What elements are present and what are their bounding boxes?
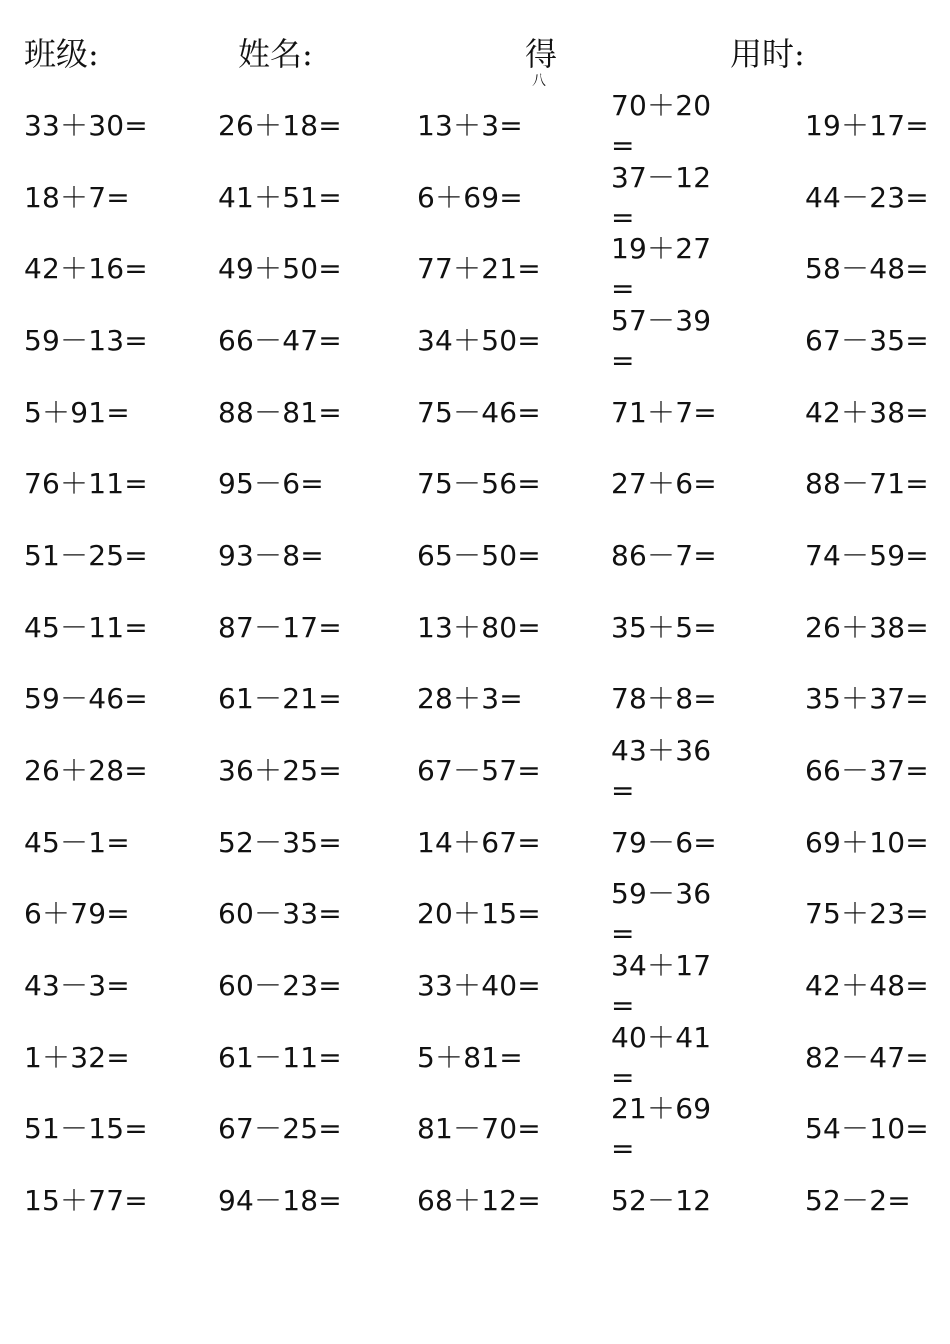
problem-grid xyxy=(0,90,950,1237)
problem-text: 67－35= xyxy=(805,323,929,357)
problem-text: 43＋36= xyxy=(611,734,712,808)
problem-text: 20＋15= xyxy=(417,897,541,931)
problem-cell xyxy=(805,950,929,1022)
problem-text: 19＋27= xyxy=(611,232,712,306)
problem-text: 6＋69= xyxy=(417,180,523,214)
problem-cell xyxy=(24,520,148,592)
problem-cell xyxy=(805,879,929,951)
problem-cell xyxy=(805,90,929,162)
problem-text: 49＋50= xyxy=(218,252,342,286)
problem-cell xyxy=(24,1165,148,1237)
problem-cell xyxy=(417,1094,541,1166)
problem-text: 65－50= xyxy=(417,538,541,572)
problem-text: 14＋67= xyxy=(417,825,541,859)
problem-cell xyxy=(24,592,148,664)
problem-cell xyxy=(805,592,929,664)
problem-cell xyxy=(417,162,523,234)
problem-text: 70＋20= xyxy=(611,88,712,162)
problem-text: 68＋12= xyxy=(417,1184,541,1218)
problem-cell xyxy=(611,879,751,951)
time-label: 用时: xyxy=(730,35,805,73)
problem-text: 69＋10= xyxy=(805,825,929,859)
problem-text: 66－47= xyxy=(218,323,342,357)
problem-text: 51－15= xyxy=(24,1112,148,1146)
problem-cell xyxy=(611,305,751,377)
problem-text: 78＋8= xyxy=(611,682,717,716)
problem-cell xyxy=(24,233,148,305)
problem-cell xyxy=(417,735,541,807)
problem-text: 79－6= xyxy=(611,825,717,859)
problem-cell xyxy=(24,377,130,449)
problem-row xyxy=(0,305,950,377)
problem-row xyxy=(0,377,950,449)
problem-cell xyxy=(218,233,342,305)
problem-text: 86－7= xyxy=(611,538,717,572)
problem-cell xyxy=(805,162,929,234)
problem-cell xyxy=(611,807,751,879)
problem-cell xyxy=(611,90,751,162)
problem-cell xyxy=(417,520,541,592)
problem-row xyxy=(0,950,950,1022)
problem-text: 59－13= xyxy=(24,323,148,357)
problem-cell xyxy=(611,1094,751,1166)
problem-cell xyxy=(417,90,523,162)
class-label: 班级: xyxy=(24,35,99,73)
problem-row xyxy=(0,1094,950,1166)
problem-cell xyxy=(805,1094,929,1166)
problem-cell xyxy=(805,807,929,879)
problem-text: 45－11= xyxy=(24,610,148,644)
problem-text: 71＋7= xyxy=(611,395,717,429)
problem-text: 34＋17= xyxy=(611,949,712,1023)
problem-text: 36＋25= xyxy=(218,754,342,788)
problem-text: 67－25= xyxy=(218,1112,342,1146)
problem-row xyxy=(0,448,950,520)
problem-row xyxy=(0,807,950,879)
problem-text: 88－81= xyxy=(218,395,342,429)
problem-row xyxy=(0,1165,950,1237)
problem-text: 60－33= xyxy=(218,897,342,931)
problem-cell xyxy=(24,305,148,377)
problem-row xyxy=(0,1022,950,1094)
problem-text: 58－48= xyxy=(805,252,929,286)
problem-cell xyxy=(24,162,130,234)
problem-cell xyxy=(611,162,751,234)
problem-text: 5＋81= xyxy=(417,1040,523,1074)
problem-cell xyxy=(218,90,342,162)
problem-cell xyxy=(417,233,541,305)
problem-cell xyxy=(611,664,751,736)
problem-text: 13＋80= xyxy=(417,610,541,644)
problem-text: 27＋6= xyxy=(611,467,717,501)
problem-text: 45－1= xyxy=(24,825,130,859)
problem-text: 13＋3= xyxy=(417,108,523,142)
problem-cell xyxy=(805,664,929,736)
problem-text: 5＋91= xyxy=(24,395,130,429)
problem-cell xyxy=(611,592,751,664)
problem-text: 52－35= xyxy=(218,825,342,859)
problem-text: 88－71= xyxy=(805,467,929,501)
problem-text: 6＋79= xyxy=(24,897,130,931)
problem-cell xyxy=(611,735,751,807)
problem-cell xyxy=(611,233,751,305)
problem-cell xyxy=(218,305,342,377)
problem-text: 19＋17= xyxy=(805,108,929,142)
problem-cell xyxy=(24,950,130,1022)
problem-cell xyxy=(417,879,541,951)
problem-cell xyxy=(24,735,148,807)
problem-cell xyxy=(611,520,751,592)
problem-cell xyxy=(218,592,342,664)
problem-cell xyxy=(417,1165,541,1237)
problem-cell xyxy=(805,520,929,592)
problem-cell xyxy=(218,735,342,807)
name-label: 姓名: xyxy=(238,35,313,73)
problem-text: 52－12 xyxy=(611,1184,712,1218)
problem-cell xyxy=(805,377,929,449)
problem-cell xyxy=(218,377,342,449)
problem-text: 52－2= xyxy=(805,1184,911,1218)
problem-cell xyxy=(218,1094,342,1166)
problem-row xyxy=(0,162,950,234)
problem-cell xyxy=(611,1165,751,1237)
problem-text: 66－37= xyxy=(805,754,929,788)
problem-text: 42＋16= xyxy=(24,252,148,286)
problem-cell xyxy=(218,950,342,1022)
problem-text: 37－12= xyxy=(611,160,712,234)
problem-cell xyxy=(24,90,148,162)
problem-row xyxy=(0,735,950,807)
problem-cell xyxy=(611,448,751,520)
problem-cell xyxy=(611,377,751,449)
problem-text: 75－46= xyxy=(417,395,541,429)
problem-cell xyxy=(805,305,929,377)
problem-text: 21＋69= xyxy=(611,1092,712,1166)
problem-text: 74－59= xyxy=(805,538,929,572)
problem-text: 59－36= xyxy=(611,877,712,951)
problem-row xyxy=(0,592,950,664)
problem-text: 95－6= xyxy=(218,467,324,501)
problem-cell xyxy=(805,735,929,807)
problem-text: 41＋51= xyxy=(218,180,342,214)
problem-text: 15＋77= xyxy=(24,1184,148,1218)
problem-text: 33＋30= xyxy=(24,108,148,142)
problem-text: 57－39= xyxy=(611,303,712,377)
problem-text: 33＋40= xyxy=(417,969,541,1003)
problem-row xyxy=(0,879,950,951)
problem-row xyxy=(0,233,950,305)
problem-cell xyxy=(24,1022,130,1094)
problem-cell xyxy=(805,1165,911,1237)
problem-cell xyxy=(218,1165,342,1237)
problem-text: 43－3= xyxy=(24,969,130,1003)
problem-text: 26＋38= xyxy=(805,610,929,644)
score-label: 得 xyxy=(525,35,558,73)
problem-cell xyxy=(24,879,130,951)
problem-cell xyxy=(417,1022,523,1094)
problem-text: 40＋41= xyxy=(611,1020,712,1094)
problem-text: 75－56= xyxy=(417,467,541,501)
problem-text: 28＋3= xyxy=(417,682,523,716)
problem-cell xyxy=(24,448,148,520)
problem-text: 93－8= xyxy=(218,538,324,572)
problem-text: 51－25= xyxy=(24,538,148,572)
problem-cell xyxy=(218,664,342,736)
problem-cell xyxy=(24,807,130,879)
problem-text: 42＋48= xyxy=(805,969,929,1003)
problem-cell xyxy=(218,1022,342,1094)
problem-text: 61－21= xyxy=(218,682,342,716)
problem-text: 35＋5= xyxy=(611,610,717,644)
problem-cell xyxy=(24,1094,148,1166)
problem-cell xyxy=(805,1022,929,1094)
problem-row xyxy=(0,664,950,736)
problem-cell xyxy=(218,520,324,592)
score-label-cutoff: 八 xyxy=(532,73,546,89)
problem-text: 76＋11= xyxy=(24,467,148,501)
problem-cell xyxy=(24,664,148,736)
problem-text: 26＋28= xyxy=(24,754,148,788)
problem-cell xyxy=(417,592,541,664)
problem-text: 75＋23= xyxy=(805,897,929,931)
problem-text: 44－23= xyxy=(805,180,929,214)
worksheet-header xyxy=(0,32,950,82)
problem-text: 61－11= xyxy=(218,1040,342,1074)
problem-cell xyxy=(611,1022,751,1094)
problem-text: 54－10= xyxy=(805,1112,929,1146)
problem-cell xyxy=(218,879,342,951)
problem-text: 26＋18= xyxy=(218,108,342,142)
problem-text: 87－17= xyxy=(218,610,342,644)
problem-cell xyxy=(218,448,324,520)
problem-cell xyxy=(417,664,523,736)
problem-cell xyxy=(417,950,541,1022)
problem-cell xyxy=(805,233,929,305)
problem-cell xyxy=(417,807,541,879)
problem-cell xyxy=(417,448,541,520)
problem-text: 81－70= xyxy=(417,1112,541,1146)
problem-text: 18＋7= xyxy=(24,180,130,214)
problem-text: 42＋38= xyxy=(805,395,929,429)
problem-text: 35＋37= xyxy=(805,682,929,716)
problem-text: 60－23= xyxy=(218,969,342,1003)
problem-row xyxy=(0,90,950,162)
problem-text: 67－57= xyxy=(417,754,541,788)
problem-text: 94－18= xyxy=(218,1184,342,1218)
problem-text: 77＋21= xyxy=(417,252,541,286)
problem-text: 34＋50= xyxy=(417,323,541,357)
problem-text: 59－46= xyxy=(24,682,148,716)
problem-text: 82－47= xyxy=(805,1040,929,1074)
problem-cell xyxy=(611,950,751,1022)
problem-cell xyxy=(417,377,541,449)
problem-cell xyxy=(417,305,541,377)
problem-cell xyxy=(218,162,342,234)
problem-row xyxy=(0,520,950,592)
problem-cell xyxy=(805,448,929,520)
problem-text: 1＋32= xyxy=(24,1040,130,1074)
problem-cell xyxy=(218,807,342,879)
